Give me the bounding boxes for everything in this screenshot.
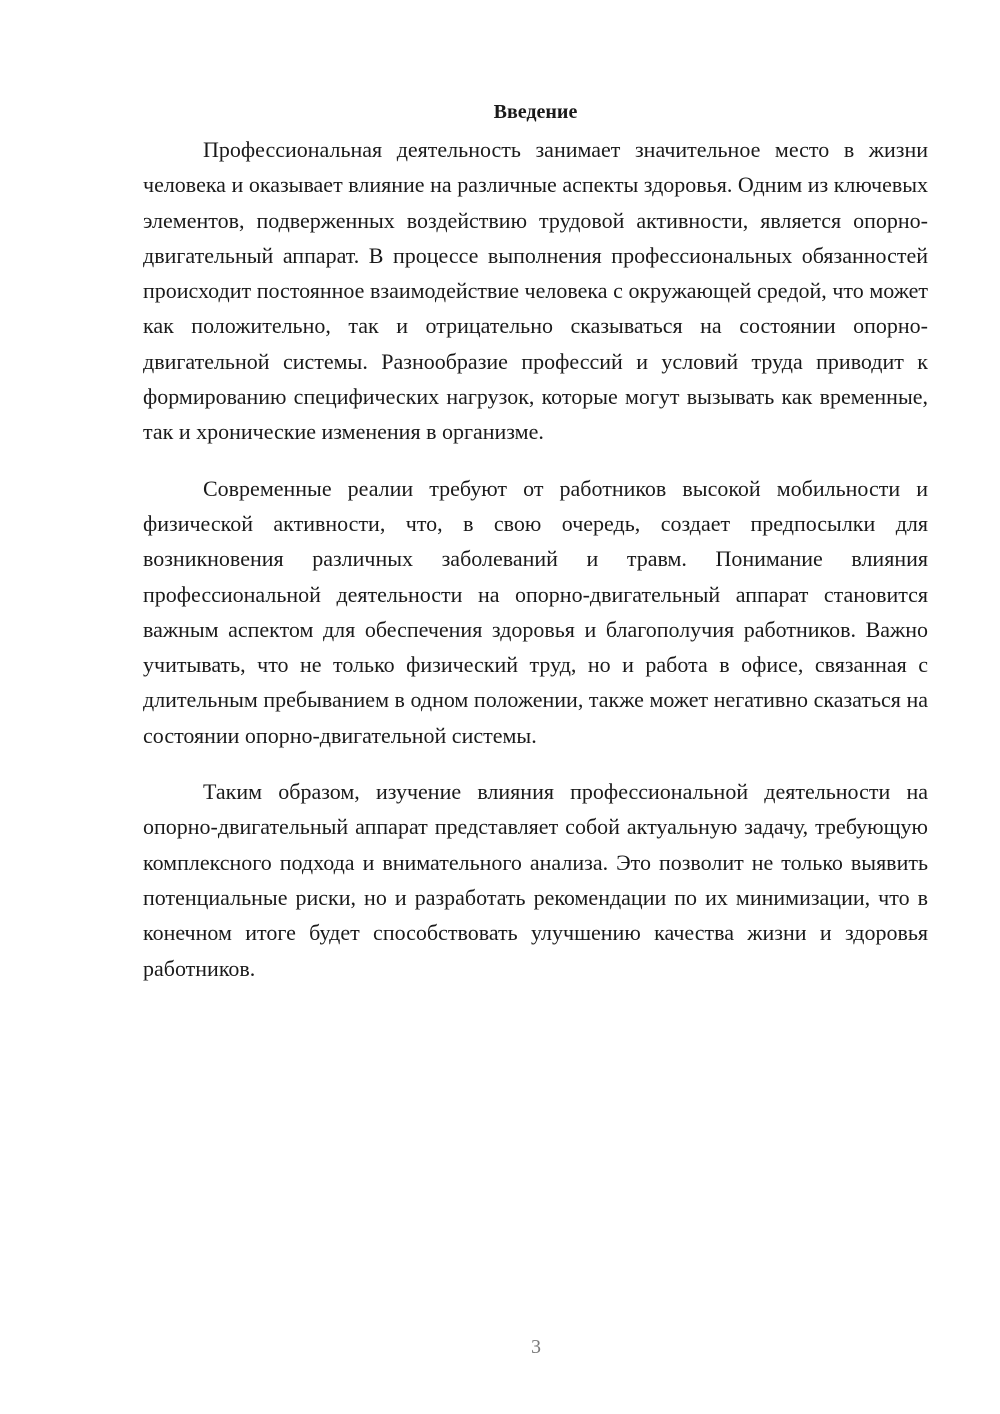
paragraph-1: Профессиональная деятельность занимает значительное место в жизни человека и оказывает влияние на различные аспекты здоровья. Одним из ключевых элементов, подверженных воздействию трудовой активности, является опорно-двигательный аппарат. В процессе выполнения профессиональных обязанностей происходит постоянное взаимодействие человека с окружающей средой, что может как положительно, так и отрицательно сказываться на состоянии опорно-двигательной системы. Разнообразие профессий и условий труда приводит к формированию специфических нагрузок, которые могут вызывать как временные, так и хронические изменения в организме.	[143, 137, 928, 445]
page-content	[143, 98, 928, 986]
paragraph-3: Таким образом, изучение влияния профессиональной деятельности на опорно-двигательный аппарат представляет собой актуальную задачу, требующую комплексного подхода и внимательного анализа. Это позволит не только выявить потенциальные риски, но и разработать рекомендации по их минимизации, что в конечном итоге будет способствовать улучшению качества жизни и здоровья работников.	[143, 779, 928, 981]
page-number: 3	[531, 1336, 541, 1358]
paragraph-2: Современные реалии требуют от работников высокой мобильности и физической активности, что, в свою очередь, создает предпосылки для возникновения различных заболеваний и травм. Понимание влияния профессиональной деятельности на опорно-двигательный аппарат становится важным аспектом для обеспечения здоровья и благополучия работников. Важно учитывать, что не только физический труд, но и работа в офисе, связанная с длительным пребыванием в одном положении, также может негативно сказаться на состоянии опорно-двигательной системы.	[143, 475, 928, 748]
section-heading: Введение	[493, 101, 578, 123]
